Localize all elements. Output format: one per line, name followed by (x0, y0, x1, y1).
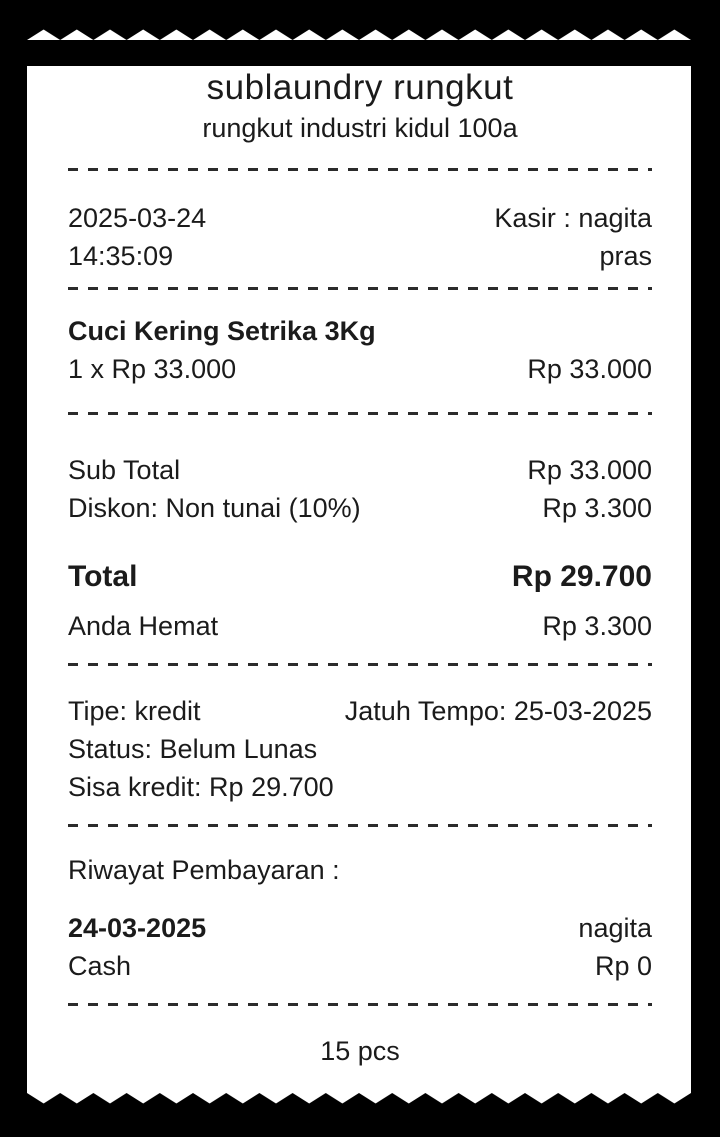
dashed-divider (68, 287, 652, 290)
credit-type: Tipe: kredit (68, 696, 201, 726)
transaction-meta (68, 199, 652, 275)
payment-entry-operator: nagita (578, 913, 652, 943)
receipt-torn-edge-bottom (27, 1093, 691, 1105)
payment-entry-amount: Rp 0 (594, 951, 652, 981)
credit-status: Status: Belum Lunas (68, 734, 318, 764)
dashed-divider (68, 663, 652, 666)
transaction-date: 2025-03-24 (68, 203, 207, 233)
dashed-divider (68, 168, 652, 171)
credit-due-date: Jatuh Tempo: 25-03-2025 (344, 696, 652, 726)
dashed-divider (68, 1003, 652, 1006)
payment-history-entry (68, 909, 652, 985)
line-item (68, 312, 652, 388)
total-label: Total (68, 560, 138, 593)
total-row (68, 555, 652, 599)
credit-section (68, 692, 652, 806)
discount-label: Diskon: Non tunai (10%) (68, 493, 361, 523)
total-pieces: 15 pcs (320, 1036, 400, 1066)
transaction-time: 14:35:09 (68, 241, 174, 271)
payment-entry-date: 24-03-2025 (68, 913, 207, 943)
discount-value: Rp 3.300 (542, 493, 652, 523)
payment-history-heading: Riwayat Pembayaran : (68, 855, 340, 885)
receipt (27, 29, 691, 1105)
item-amount: Rp 33.000 (527, 354, 652, 384)
item-name: Cuci Kering Setrika 3Kg (68, 316, 376, 346)
credit-remaining: Sisa kredit: Rp 29.700 (68, 772, 334, 802)
cashier-label: Kasir : nagita (494, 203, 652, 233)
cashier-secondary: pras (599, 241, 652, 271)
savings-value: Rp 3.300 (542, 611, 652, 641)
receipt-torn-edge-top (27, 29, 691, 40)
subtotal-label: Sub Total (68, 455, 181, 485)
savings-label: Anda Hemat (68, 611, 219, 641)
store-name: sublaundry rungkut (206, 68, 514, 107)
store-address: rungkut industri kidul 100a (202, 113, 518, 143)
subtotal-value: Rp 33.000 (527, 455, 652, 485)
payment-entry-method: Cash (68, 951, 132, 981)
summary-section (68, 451, 652, 527)
dashed-divider (68, 824, 652, 827)
total-value: Rp 29.700 (511, 560, 652, 593)
dashed-divider (68, 412, 652, 415)
savings-row (68, 607, 652, 645)
item-qty-price: 1 x Rp 33.000 (68, 354, 237, 384)
receipt-paper (27, 66, 691, 1093)
